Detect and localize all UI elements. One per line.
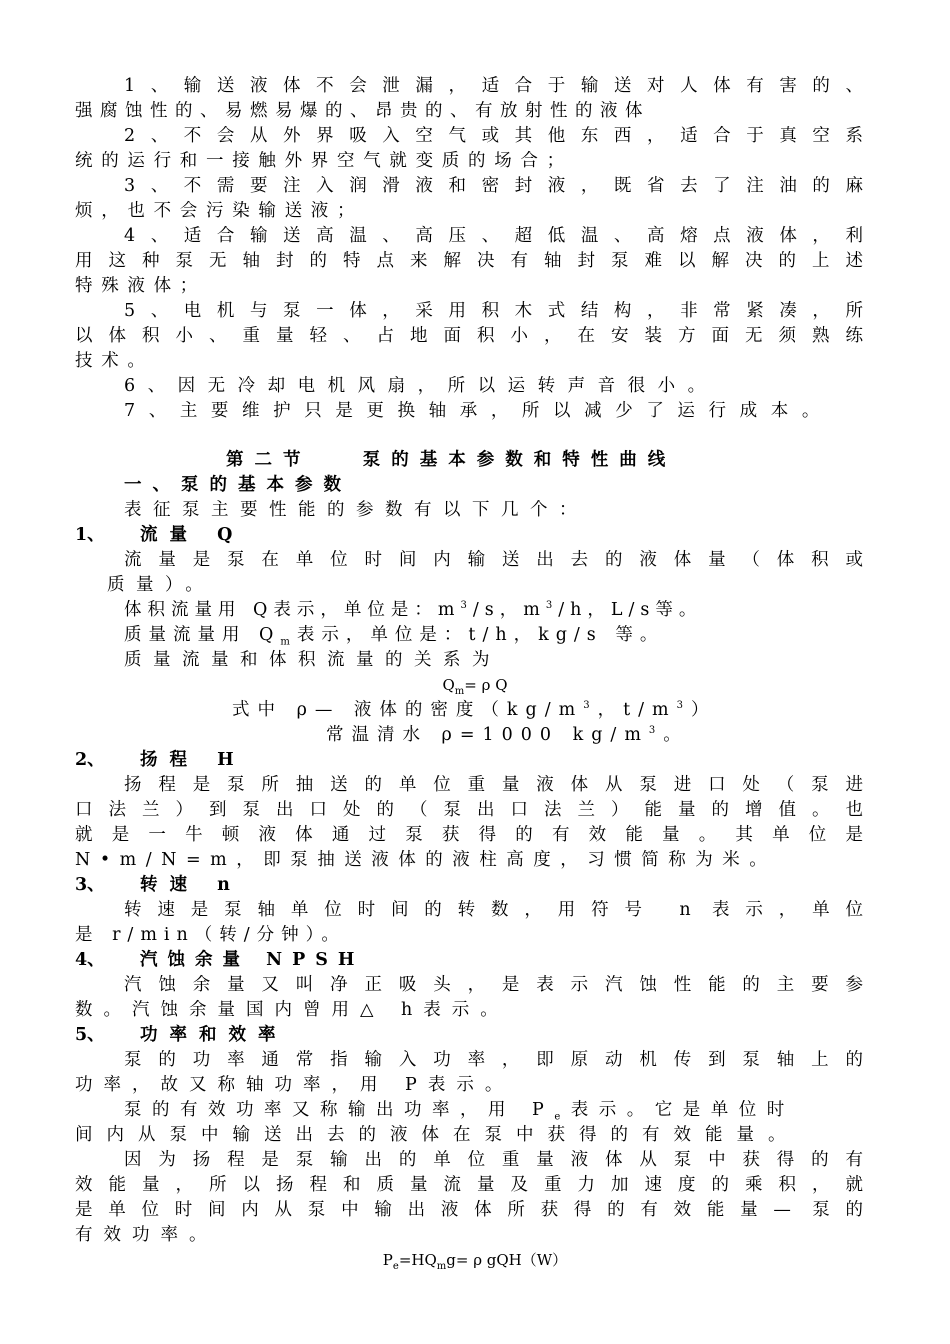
power-line-3-b: 表示。它是单位时	[570, 1100, 795, 1120]
speed-heading	[75, 873, 863, 898]
list1-line-14: 7、主要维护只是更换轴承，所以减少了运行成本。	[124, 401, 833, 421]
superscript-3: 3	[460, 600, 473, 612]
speed-number: 3、	[75, 875, 105, 895]
subscript-e: e	[392, 1261, 399, 1272]
list1-line-3: 2、不会从外界吸入空气或其他东西，适合于真空系	[124, 126, 863, 146]
list1-line-13: 6、因无冷却电机风扇，所以运转声音很小。	[124, 376, 718, 396]
power-line-7: 是单位时间内从泵中输出液体所获得的有效能量— 泵的	[75, 1200, 863, 1220]
formula-hq: =HQ	[398, 1251, 437, 1269]
flow-line-2: 质量）。	[107, 575, 215, 595]
superscript-3: 3	[583, 700, 598, 712]
formula-q: Q	[442, 676, 455, 694]
speed-line-2: 是 r/min（转/分钟）。	[75, 925, 346, 945]
head-number: 2、	[75, 750, 105, 770]
npsh-number: 4、	[75, 950, 105, 970]
density-text-c: ）	[691, 700, 717, 720]
subsection-title: 一、泵的基本参数	[124, 475, 352, 495]
volume-flow-text-c: /h，L/s等。	[558, 600, 703, 620]
water-density-text: 常温清水 ρ=1000 kg/m	[326, 725, 649, 745]
speed-title: 转速 n	[140, 875, 242, 895]
water-density-line	[326, 723, 726, 748]
list1-line-10: 5、电机与泵一体，采用积木式结构，非常紧凑，所	[124, 301, 863, 321]
list1-line-8: 用这种泵无轴封的特点来解决有轴封泵难以解决的上述	[75, 251, 863, 271]
power-title: 功率和效率	[140, 1025, 288, 1045]
volume-flow-text-a: 体积流量用 Q表示，单位是：m	[124, 600, 461, 620]
superscript-3: 3	[676, 700, 691, 712]
flow-number: 1、	[75, 525, 105, 545]
npsh-line-1: 汽蚀余量又叫净正吸头，是表示汽蚀性能的主要参	[124, 975, 863, 995]
water-density-end: 。	[663, 725, 689, 745]
list1-line-1: 1、输送液体不会泄漏，适合于输送对人体有害的、	[124, 76, 863, 96]
intro-text: 表征泵主要性能的参数有以下几个：	[124, 500, 588, 520]
density-text-a: 式中 ρ— 液体的密度（kg/m	[232, 700, 584, 720]
superscript-3: 3	[545, 600, 559, 612]
power-line-4: 间内从泵中输送出去的液体在泵中获得的有效能量。	[75, 1125, 800, 1145]
density-text-b: ，t/m	[597, 700, 677, 720]
head-title: 扬程 H	[140, 750, 246, 770]
flow-line-1: 流量是泵在单位时间内输送出去的液体量（体积或	[124, 550, 863, 570]
power-line-5: 因为扬程是泵输出的单位重量液体从泵中获得的有	[124, 1150, 863, 1170]
list1-line-12: 技术。	[75, 351, 154, 371]
power-formula	[0, 1248, 950, 1273]
list1-line-2: 强腐蚀性的、易燃易爆的、昂贵的、有放射性的液体	[75, 101, 650, 121]
head-line-1: 扬程是泵所抽送的单位重量液体从泵进口处（泵进	[124, 775, 863, 795]
power-line-6: 效能量，所以扬程和质量流量及重力加速度的乘积，就	[75, 1175, 863, 1195]
formula-p: P	[382, 1251, 393, 1269]
flow-heading	[75, 523, 863, 548]
subscript-m: m	[280, 636, 297, 648]
power-line-8: 有效功率。	[75, 1225, 218, 1245]
mass-flow-line	[124, 623, 863, 648]
superscript-3: 3	[648, 725, 664, 737]
list1-line-11: 以体积小、重量轻、占地面积小，在安装方面无须熟练	[75, 326, 863, 346]
list1-line-4: 统的运行和一接触外界空气就变质的场合；	[75, 151, 573, 171]
list1-line-6: 烦，也不会污染输送液；	[75, 201, 364, 221]
list1-line-7: 4、适合输送高温、高压、超低温、高熔点液体，利	[124, 226, 863, 246]
subscript-e: e	[554, 1111, 571, 1123]
flow-formula	[0, 673, 950, 698]
subscript-m: m	[436, 1261, 447, 1272]
section-title: 第二节 泵的基本参数和特性曲线	[226, 450, 677, 470]
npsh-heading	[75, 948, 863, 973]
density-line	[232, 698, 732, 723]
power-line-3-a: 泵的有效功率又称输出功率，用 P	[124, 1100, 555, 1120]
power-line-2: 功率，故又称轴功率，用 P表示。	[75, 1075, 514, 1095]
head-heading	[75, 748, 863, 773]
formula-rho-q: = ρ Q	[464, 676, 508, 694]
relation-text: 质量流量和体积流量的关系为	[124, 650, 501, 670]
mass-flow-text-b: 表示，单位是：t/h，kg/s 等。	[296, 625, 665, 645]
speed-line-1: 转速是泵轴单位时间的转数，用符号 n 表示，单位	[124, 900, 863, 920]
list1-line-5: 3、不需要注入润滑液和密封液，既省去了注油的麻	[124, 176, 863, 196]
power-number: 5、	[75, 1025, 105, 1045]
flow-title: 流量 Q	[140, 525, 245, 545]
head-line-3: 就是一牛顿液体通过泵获得的有效能量。其单位是	[75, 825, 863, 845]
npsh-title: 汽蚀余量 NPSH	[140, 950, 365, 970]
head-line-2: 口法兰）到泵出口处的（泵出口法兰）能量的增值。也	[75, 800, 863, 820]
power-heading	[75, 1023, 863, 1048]
mass-flow-text-a: 质量流量用 Q	[124, 625, 281, 645]
volume-flow-line	[124, 598, 863, 623]
subscript-m: m	[454, 686, 465, 697]
power-line-1: 泵的功率通常指输入功率，即原动机传到泵轴上的	[124, 1050, 863, 1070]
head-line-4: N•m/N=m，即泵抽送液体的液柱高度，习惯简称为米。	[75, 850, 777, 870]
npsh-line-2: 数。汽蚀余量国内曾用△ h表示。	[75, 1000, 509, 1020]
formula-rest: g= ρ gQH（W）	[446, 1251, 568, 1269]
volume-flow-text-b: /s，m	[472, 600, 546, 620]
power-line-3	[124, 1098, 863, 1123]
list1-line-9: 特殊液体；	[75, 276, 206, 296]
